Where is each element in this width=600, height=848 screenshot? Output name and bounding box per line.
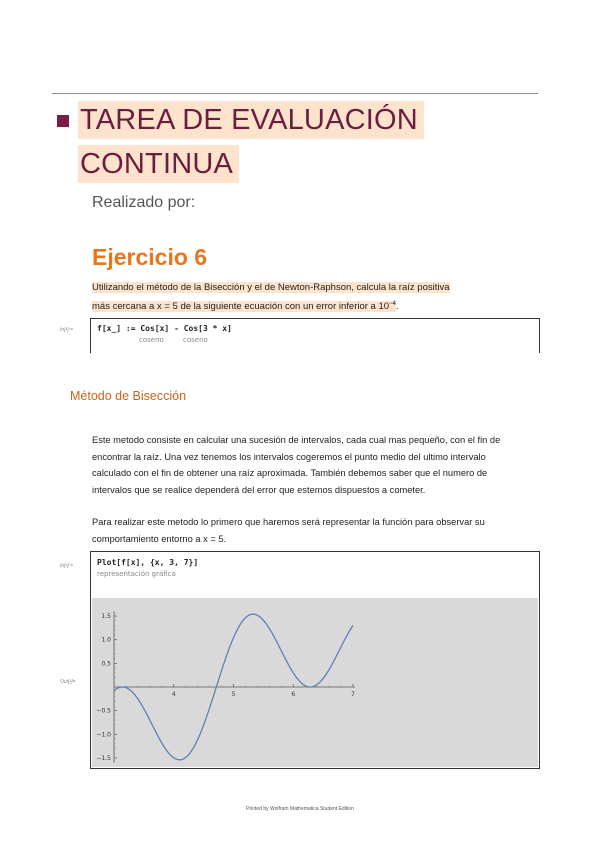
statement-exponent: −4 — [389, 301, 396, 307]
x-tick-label: 5 — [231, 691, 236, 698]
cell2-input[interactable] — [90, 551, 540, 769]
cell1-input[interactable] — [90, 318, 540, 353]
paragraph-line: comportamiento entorno a x = 5. — [92, 533, 227, 544]
cell2-in-label: In[•]:= — [60, 563, 74, 569]
paragraph-line: encontrar la raíz. Una vez tenemos los intervalos cogeremos el punto medio del ultimo intervalo — [92, 451, 486, 462]
x-tick-label: 7 — [351, 691, 355, 698]
y-tick-label: −1.5 — [96, 754, 111, 762]
cell1-hint-1: coseno — [139, 336, 164, 344]
cell1-hint-2: coseno — [183, 336, 208, 344]
cell2-hint: representación gráfica — [97, 570, 176, 578]
function-plot — [92, 598, 538, 767]
paragraph-line: Para realizar este metodo lo primero que haremos será representar la función para observar su — [92, 517, 485, 527]
y-tick-label: 0.5 — [101, 660, 111, 668]
statement-end: . — [395, 301, 399, 313]
cell2-out-label: Out[•]= — [60, 679, 76, 685]
x-tick-label: 6 — [291, 691, 296, 698]
cell2-code: Plot[f[x], {x, 3, 7}] — [97, 558, 199, 567]
cell1-in-label: In[•]:= — [60, 327, 74, 333]
y-tick-label: 1.0 — [101, 636, 111, 644]
y-tick-label: −0.5 — [96, 707, 111, 715]
x-tick-label: 4 — [171, 691, 176, 698]
y-tick-label: 1.5 — [101, 613, 111, 621]
bisection-paragraph-2 — [92, 514, 547, 547]
exercise-statement-line1 — [92, 280, 482, 296]
subtitle: Realizado por: — [92, 194, 196, 211]
plot-output — [92, 598, 538, 767]
header-rule — [52, 93, 538, 94]
paragraph-line: calculado con el fin de obtener una raíz aproximada. También debemos saber que el numero de — [92, 468, 488, 478]
statement-line1-text: Utilizando el método de la Bisección y el de Newton-Raphson, calcula la raíz positiva — [92, 282, 450, 293]
title-bullet-icon — [57, 115, 69, 127]
paragraph-line: intervalos que se realice dependerá del error que estemos dispuestos a cometer. — [92, 484, 426, 495]
paragraph-line: Este metodo consiste en calcular una sucesión de intervalos, cada cual mas pequeño, con el fin de — [92, 435, 501, 445]
y-tick-label: −1.0 — [96, 731, 111, 739]
title-line-1: TAREA DE EVALUACIÓN — [78, 101, 424, 139]
exercise-title: Ejercicio 6 — [92, 244, 208, 270]
bisection-heading: Método de Bisección — [70, 389, 187, 403]
title-line-2: CONTINUA — [78, 145, 239, 183]
bisection-paragraph-1 — [92, 432, 547, 498]
footer-text: Printed by Wolfram Mathematica Student Edition — [246, 806, 354, 812]
cell1-code: f[x_] := Cos[x] - Cos[3 * x] — [97, 324, 232, 333]
statement-line2-text: más cercana a x = 5 de la siguiente ecuación con un error inferior a 10 — [92, 301, 390, 313]
exercise-statement-line2 — [92, 296, 482, 315]
